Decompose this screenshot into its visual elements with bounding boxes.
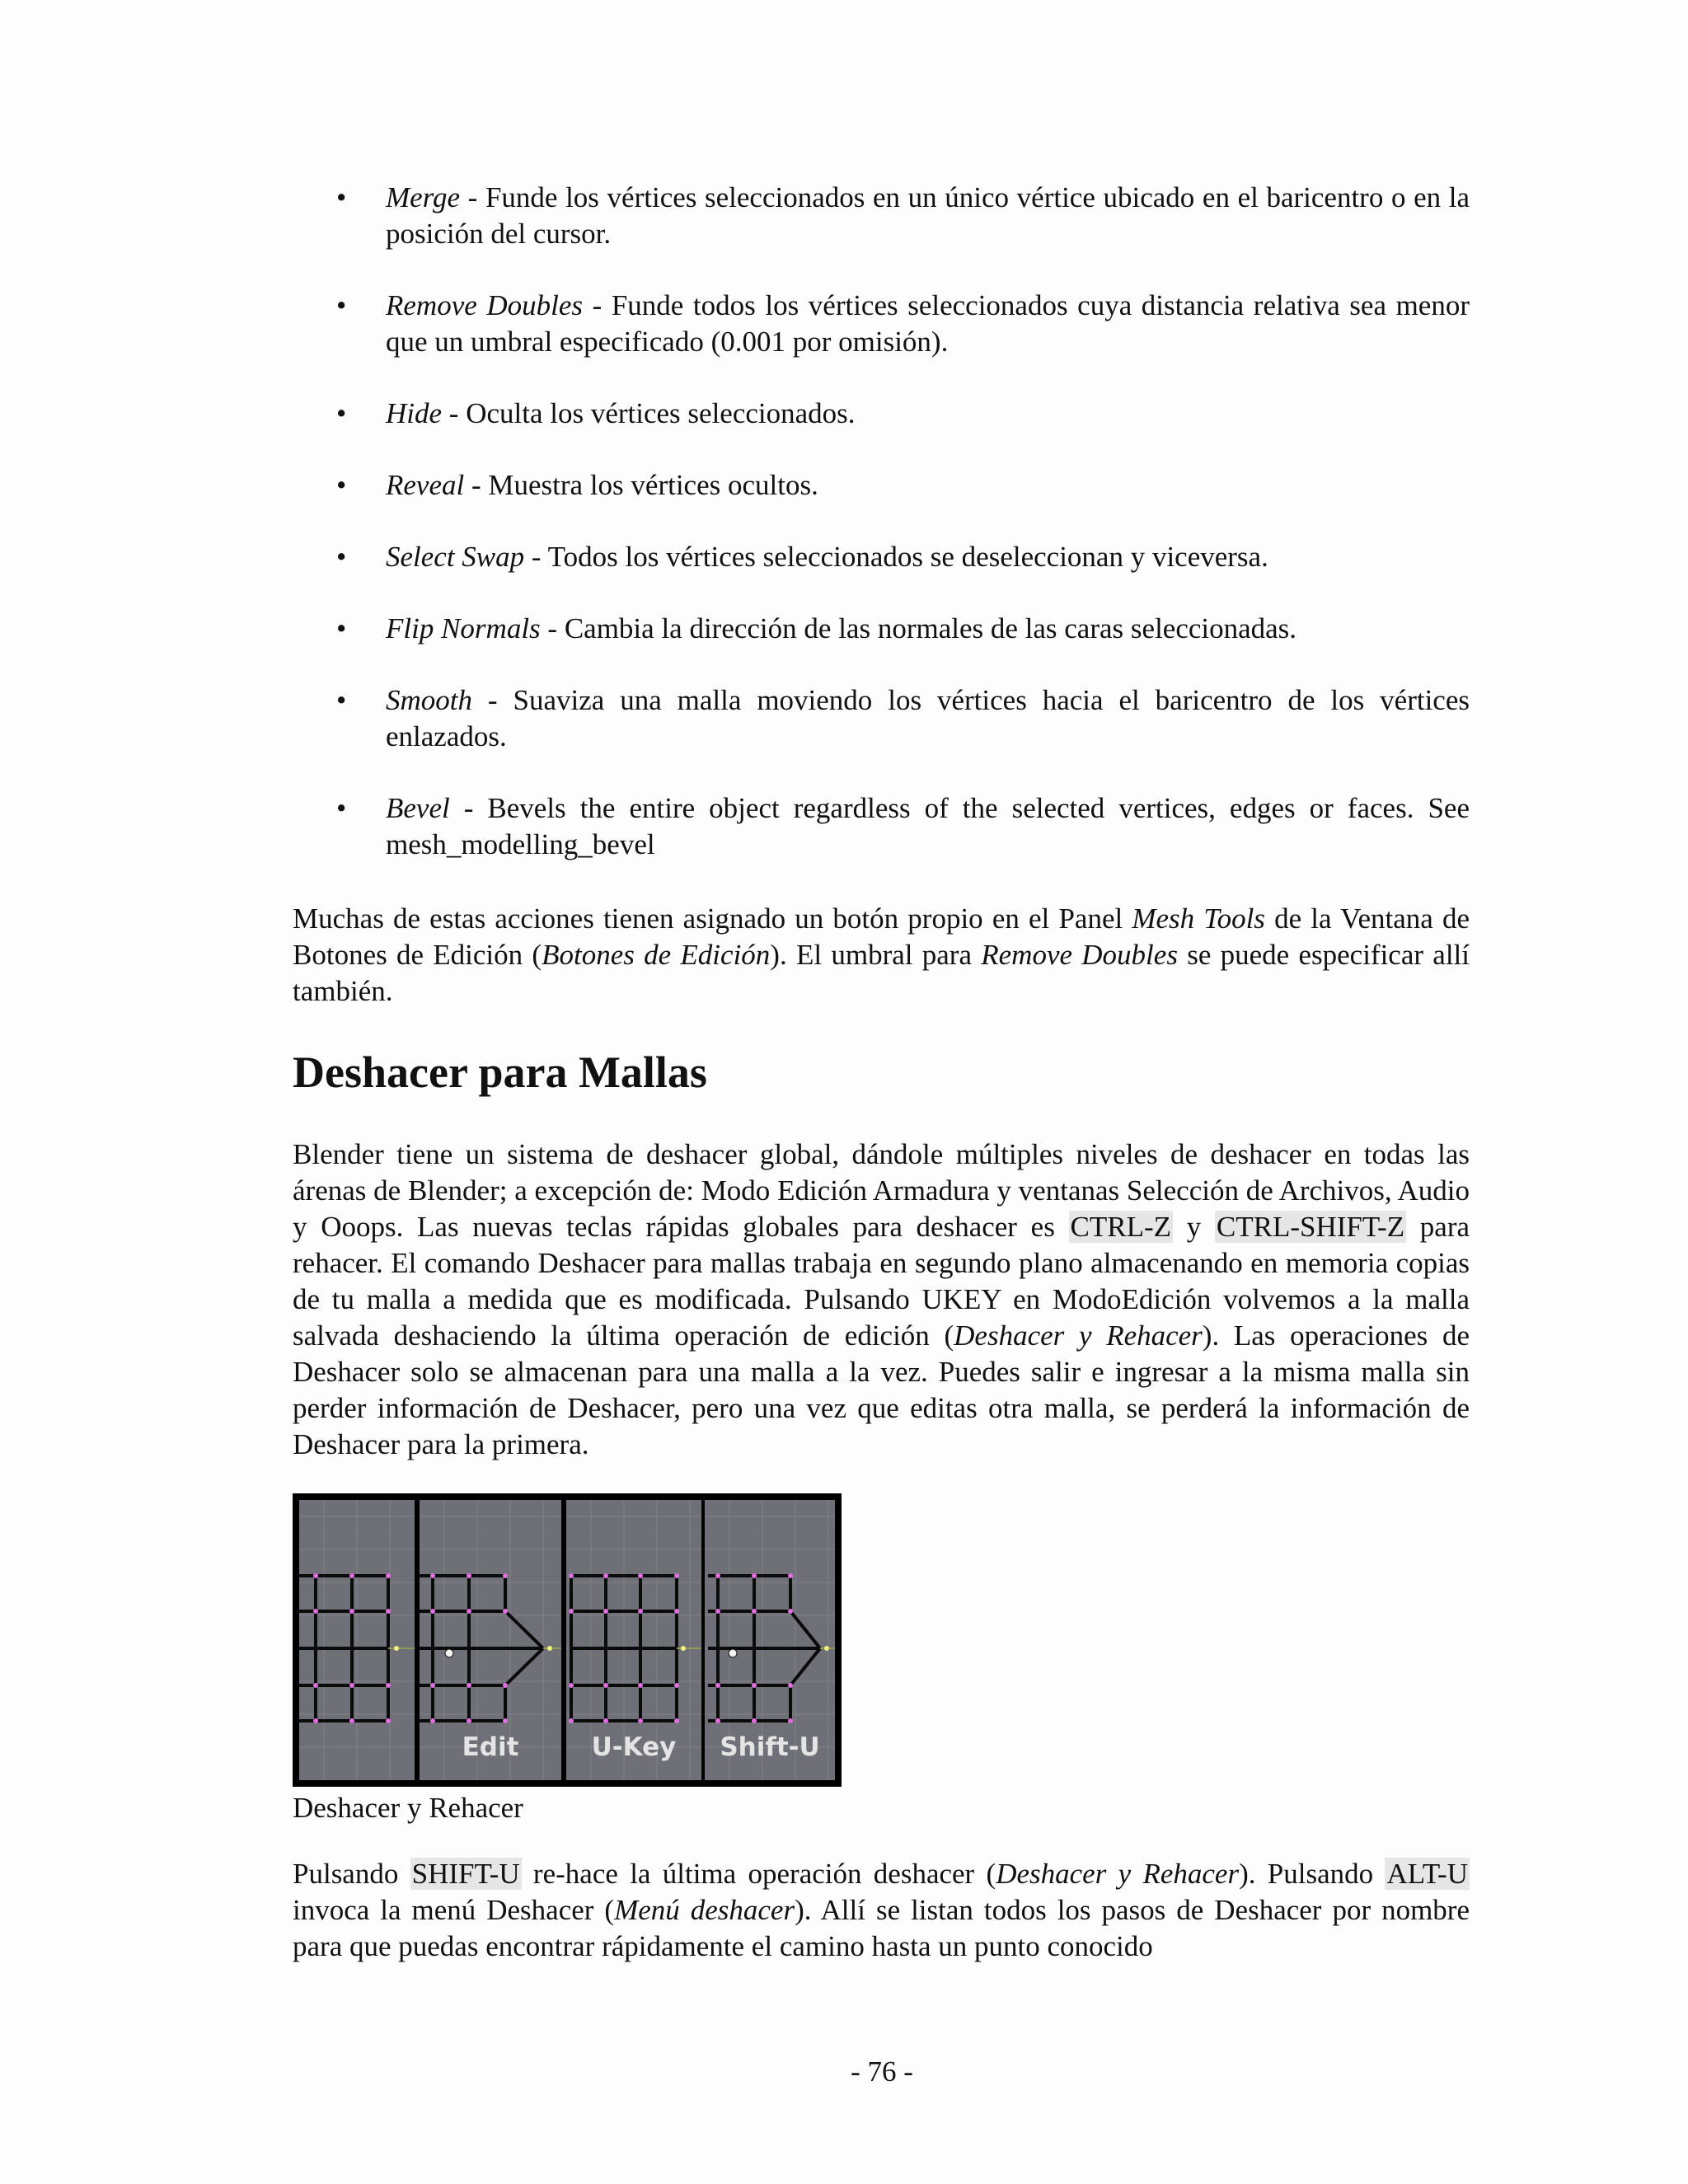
text-run: re-hace la última operación deshacer ( xyxy=(521,1858,996,1890)
term: Bevel xyxy=(386,792,450,824)
text-run: y xyxy=(1173,1211,1215,1243)
text-run: ). Pulsando xyxy=(1239,1858,1386,1890)
description: - Suaviza una malla moviendo los vértices hacia el baricentro de los vértices enlazados. xyxy=(386,684,1470,752)
bullet-icon: • xyxy=(336,289,347,321)
bullet-icon: • xyxy=(336,397,347,429)
shortcut-key: SHIFT-U xyxy=(411,1858,520,1890)
list-item xyxy=(293,180,1470,252)
term: Reveal xyxy=(386,469,465,501)
panel-label: Shift-U xyxy=(720,1732,820,1762)
panel-label: U-Key xyxy=(591,1732,677,1762)
emphasis: Botones de Edición xyxy=(542,939,771,971)
description: - Bevels the entire object regardless of the selected vertices, edges or faces. See mesh_modelling_bevel xyxy=(386,792,1470,860)
text-run: para rehacer. El comando Deshacer para mallas trabaja en segundo plano almacenando en memoria copias de tu malla a medida que es modificada. Pulsando UKEY en ModoEdición volvemos a la malla salvada deshaciendo la última operación de edición ( xyxy=(293,1211,1470,1352)
page-number: - 76 - xyxy=(851,2055,913,2088)
list-item xyxy=(293,288,1470,360)
list-item xyxy=(293,467,1470,504)
panel-label: Edit xyxy=(462,1732,519,1762)
text-run: Pulsando xyxy=(293,1858,410,1890)
emphasis: Remove Doubles xyxy=(981,939,1178,971)
term: Remove Doubles xyxy=(386,289,584,321)
text-run: se puede especificar allí también. xyxy=(293,939,1470,1007)
description: - Oculta los vértices seleccionados. xyxy=(442,397,856,429)
shortcut-key: CTRL-SHIFT-Z xyxy=(1216,1211,1405,1243)
paragraph-redo xyxy=(293,1856,1470,1965)
bullet-icon: • xyxy=(336,792,347,824)
bullet-icon: • xyxy=(336,684,347,716)
description: - Funde los vértices seleccionados en un único vértice ubicado en el baricentro o en la posición del cursor. xyxy=(386,181,1470,250)
description: - Todos los vértices seleccionados se deseleccionan y viceversa. xyxy=(524,541,1268,573)
figure-caption: Deshacer y Rehacer xyxy=(293,1792,523,1824)
term: Merge xyxy=(386,181,461,213)
description: - Muestra los vértices ocultos. xyxy=(464,469,818,501)
text-run: Blender tiene un sistema de deshacer global, dándole múltiples niveles de deshacer en todas las árenas de Blender; a excepción de: Modo Edición Armadura y ventanas Selección de Archivos, Audio y Ooops. Las nuevas teclas rápidas globales para deshacer es xyxy=(293,1138,1470,1243)
bullet-icon: • xyxy=(336,541,347,573)
paragraph-undo xyxy=(293,1137,1470,1463)
text-run: de la Ventana de Botones de Edición ( xyxy=(293,902,1470,971)
text-run: ). Las operaciones de Deshacer solo se almacenan para una malla a la vez. Puedes salir e ingresar a la misma malla sin perder información de Deshacer, pero una vez que editas otra malla, se perderá la información de Deshacer para la primera. xyxy=(293,1319,1470,1460)
shortcut-key: CTRL-Z xyxy=(1070,1211,1172,1243)
mesh-panel-shiftu xyxy=(705,1500,835,1780)
section-heading: Deshacer para Mallas xyxy=(293,1047,707,1097)
term: Select Swap xyxy=(386,541,525,573)
text-run: ). Allí se listan todos los pasos de Deshacer por nombre para que puedas encontrar rápidamente el camino hasta un punto conocido xyxy=(293,1894,1470,1962)
term: Smooth xyxy=(386,684,472,716)
undo-redo-figure xyxy=(293,1493,842,1787)
list-item xyxy=(293,611,1470,647)
operations-list xyxy=(293,180,1470,898)
emphasis: Menú deshacer xyxy=(614,1894,795,1926)
text-run: Muchas de estas acciones tienen asignado un botón propio en el Panel xyxy=(293,902,1132,935)
bullet-icon: • xyxy=(336,181,347,213)
mesh-panel-original xyxy=(299,1500,415,1780)
list-item xyxy=(293,790,1470,863)
emphasis: Mesh Tools xyxy=(1132,902,1265,935)
paragraph-mesh-tools xyxy=(293,901,1470,1010)
term: Flip Normals xyxy=(386,612,541,644)
emphasis: Deshacer y Rehacer xyxy=(996,1858,1240,1890)
bullet-icon: • xyxy=(336,469,347,501)
emphasis: Deshacer y Rehacer xyxy=(954,1319,1203,1352)
mesh-panel-edit xyxy=(420,1500,561,1780)
list-item xyxy=(293,396,1470,432)
list-item xyxy=(293,539,1470,575)
description: - Cambia la dirección de las normales de las caras seleccionadas. xyxy=(540,612,1297,644)
shortcut-key: ALT-U xyxy=(1386,1858,1468,1890)
text-run: ). El umbral para xyxy=(770,939,982,971)
list-item xyxy=(293,682,1470,755)
text-run: invoca la menú Deshacer ( xyxy=(293,1894,615,1926)
description: - Funde todos los vértices seleccionados cuya distancia relativa sea menor que un umbral especificado (0.001 por omisión). xyxy=(386,289,1470,358)
bullet-icon: • xyxy=(336,612,347,644)
term: Hide xyxy=(386,397,443,429)
mesh-grid-icon xyxy=(299,1500,415,1780)
mesh-panel-ukey xyxy=(566,1500,701,1780)
